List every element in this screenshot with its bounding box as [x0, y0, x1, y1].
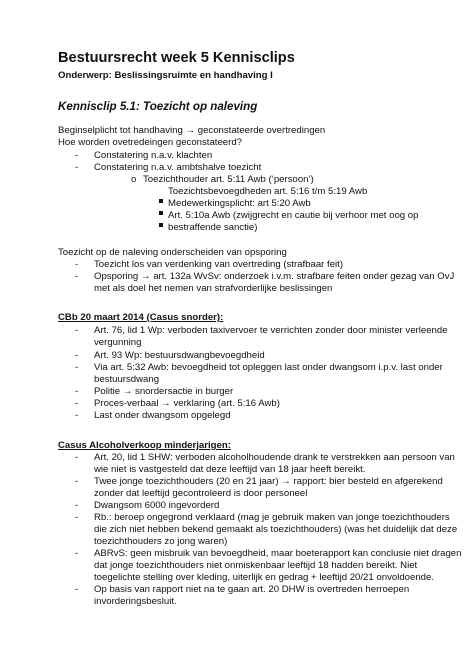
- dash-bullet: -: [75, 584, 79, 595]
- list-item: Constatering n.a.v. ambtshalve toezicht: [94, 162, 262, 173]
- list-item-continuation: zonder dat leeftijd gecontroleerd is door personeel: [94, 488, 308, 499]
- list-item: Art. 5:10a Awb (zwijgrecht en cautie bij verhoor met oog op: [168, 210, 419, 221]
- section-heading-alcohol: Casus Alcoholverkoop minderjarigen:: [58, 440, 231, 451]
- list-item: Constatering n.a.v. klachten: [94, 150, 213, 161]
- list-item-continuation: met als doel het nemen van strafvorderlijke beslissingen: [94, 283, 333, 294]
- list-item-continuation: vergunning: [94, 337, 142, 348]
- list-item: Via art. 5:32 Awb: bevoegdheid tot opleggen last onder dwangsom i.p.v. last onder: [94, 362, 443, 373]
- dash-bullet: -: [75, 410, 79, 421]
- list-item: Art. 76, lid 1 Wp: verboden taxivervoer te verrichten zonder door minister verleende: [94, 325, 448, 336]
- square-bullet: [159, 214, 163, 232]
- paragraph-line: Hoe worden ovetredeingen geconstateerd?: [58, 137, 243, 148]
- list-item-continuation: dat jonge toezichthouders niet onmiskenbaar leeftijd 18 hadden bereikt. Niet: [94, 560, 418, 571]
- document-title: Bestuursrecht week 5 Kennisclips: [58, 50, 295, 66]
- list-item: Last onder dwangsom opgelegd: [94, 410, 231, 421]
- list-item-continuation: wie niet is vastgesteld dat deze leeftijd van 18 jaar heeft bereikt.: [94, 464, 366, 475]
- list-item: Art. 93 Wp: bestuursdwangbevoegdheid: [94, 350, 265, 361]
- dash-bullet: -: [75, 362, 79, 373]
- list-item: Toezichtsbevoegdheden art. 5:16 t/m 5:19 Awb: [168, 186, 368, 197]
- list-item: Twee jonge toezichthouders (20 en 21 jaar) → rapport: bier besteld en afgerekend: [94, 476, 443, 487]
- dash-bullet: -: [75, 150, 79, 161]
- list-item-continuation: die zich niet hebben bekend gemaakt als toezichthouders) (was het duidelijk dat deze: [94, 524, 458, 535]
- dash-bullet: -: [75, 452, 79, 463]
- list-item: Proces-verbaal → verklaring (art. 5:16 Awb): [94, 398, 280, 409]
- list-item: Medewerkingsplicht: art 5:20 Awb: [168, 198, 311, 209]
- list-item: Politie → snordersactie in burger: [94, 386, 234, 397]
- dash-bullet: -: [75, 386, 79, 397]
- list-item: Dwangsom 6000 ingevorderd: [94, 500, 220, 511]
- circle-bullet: o: [131, 174, 137, 185]
- document-subtitle: Onderwerp: Beslissingsruimte en handhaving I: [58, 70, 273, 81]
- dash-bullet: -: [75, 512, 79, 523]
- list-item-continuation: invorderingsbesluit.: [94, 596, 177, 607]
- list-item: Op basis van rapport niet na te gaan art. 20 DHW is overtreden herroepen: [94, 584, 410, 595]
- list-item: ABRvS: geen misbruik van bevoegdheid, maar boeterapport kan conclusie niet dragen: [94, 548, 462, 559]
- dash-bullet: -: [75, 548, 79, 559]
- dash-bullet: -: [75, 398, 79, 409]
- list-item: Rb.: beroep ongegrond verklaard (mag je gebruik maken van jonge toezichthouders: [94, 512, 450, 523]
- dash-bullet: -: [75, 162, 79, 173]
- list-item: Toezichthouder art. 5:11 Awb (‘persoon’): [143, 174, 314, 185]
- list-item: Opsporing → art. 132a WvSv: onderzoek i.v.m. strafbare feiten onder gezag van OvJ: [94, 271, 455, 282]
- dash-bullet: -: [75, 476, 79, 487]
- dash-bullet: -: [75, 350, 79, 361]
- paragraph-line: Beginselplicht tot handhaving → geconstateerde overtredingen: [58, 125, 326, 136]
- list-item: Art. 20, lid 1 SHW: verboden alcoholhoudende drank te verstrekken aan persoon van: [94, 452, 455, 463]
- list-item-continuation: toezichthouders zo jong waren): [94, 536, 228, 547]
- section-heading-kennisclip: Kennisclip 5.1: Toezicht op naleving: [58, 100, 258, 113]
- section-heading-cbb: CBb 20 maart 2014 (Casus snorder):: [58, 312, 224, 323]
- dash-bullet: -: [75, 259, 79, 270]
- list-item-continuation: bestraffende sanctie): [168, 222, 258, 233]
- list-item-continuation: toegelichte stelling over kleding, uiterlijk en gedrag + leeftijd 20/21 onvoldoende.: [94, 572, 435, 583]
- dash-bullet: -: [75, 500, 79, 511]
- paragraph-line: Toezicht op de naleving onderscheiden van opsporing: [58, 247, 287, 258]
- dash-bullet: -: [75, 271, 79, 282]
- list-item-continuation: bestuursdwang: [94, 374, 160, 385]
- list-item: Toezicht los van verdenking van overtreding (strafbaar feit): [94, 259, 344, 270]
- dash-bullet: -: [75, 325, 79, 336]
